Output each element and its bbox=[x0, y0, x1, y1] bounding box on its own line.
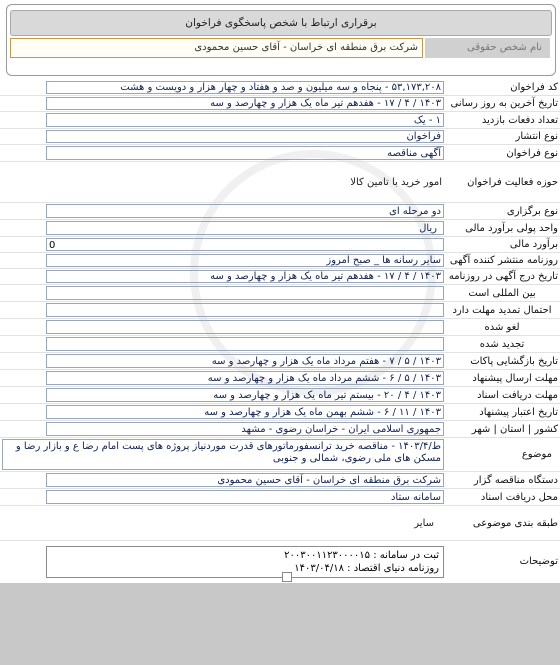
row-call-code bbox=[0, 80, 560, 96]
label-cancelled: لغو شده bbox=[484, 321, 520, 333]
contact-header: برقراری ارتباط با شخص پاسخگوی فراخوان bbox=[10, 10, 552, 36]
contact-row bbox=[10, 38, 550, 58]
value-organizer: شرکت برق منطقه ای خراسان - آقای حسین محمودی bbox=[46, 473, 444, 487]
value-cancelled bbox=[46, 320, 444, 334]
value-location: جمهوری اسلامی ایران - خراسان رضوی - مشهد bbox=[46, 422, 444, 436]
label-publish-date: تاریخ درج آگهی در روزنامه bbox=[448, 271, 558, 282]
label-holding-type: نوع برگزاری bbox=[506, 205, 558, 217]
row-international bbox=[0, 285, 560, 302]
label-visits: تعداد دفعات بازدید bbox=[481, 114, 558, 126]
row-visits bbox=[0, 112, 560, 129]
value-category: سایر bbox=[414, 517, 434, 529]
row-estimate bbox=[0, 237, 560, 253]
label-organizer: دستگاه مناقصه گزار bbox=[473, 474, 558, 486]
row-category bbox=[0, 506, 560, 541]
value-opening-date: ۱۴۰۳ / ۵ / ۷ - هفتم مرداد ماه یک هزار و چهارصد و سه bbox=[46, 354, 444, 368]
description-box bbox=[46, 546, 444, 578]
row-holding-type bbox=[0, 203, 560, 220]
row-docs-place bbox=[0, 489, 560, 506]
label-description: توضیحات bbox=[519, 555, 558, 567]
value-subject: ط/۱۴۰۳/۴ - مناقصه خرید ترانسفورماتورهای قدرت موردنیاز پروژه های پست امام رضا ع و بازار رضا و مسکن های ملی رضوی، شمالی و جنوبی bbox=[2, 439, 444, 470]
row-submit-deadline bbox=[0, 370, 560, 387]
label-currency: واحد پولی برآورد مالی bbox=[465, 222, 558, 234]
value-renewed bbox=[46, 337, 444, 351]
value-publish-type: فراخوان bbox=[46, 130, 444, 143]
row-location bbox=[0, 421, 560, 438]
description-marker bbox=[282, 572, 292, 582]
label-category: طبقه بندی موضوعی bbox=[472, 517, 558, 529]
row-docs-deadline bbox=[0, 387, 560, 404]
row-description bbox=[0, 541, 560, 581]
row-activity-field bbox=[0, 162, 560, 203]
row-extension bbox=[0, 302, 560, 319]
row-currency bbox=[0, 220, 560, 237]
row-newspaper bbox=[0, 253, 560, 269]
label-opening-date: تاریخ بازگشایی پاکات bbox=[470, 355, 558, 367]
row-subject bbox=[0, 438, 560, 472]
description-line-1: ثبت در سامانه : ۲۰۰۳۰۰۱۱۲۳۰۰۰۰۱۵ bbox=[284, 550, 439, 561]
row-opening-date bbox=[0, 353, 560, 370]
contact-label: نام شخص حقوقی bbox=[425, 38, 550, 58]
value-newspaper: سایر رسانه ها _ صبح امروز bbox=[46, 254, 444, 267]
row-organizer bbox=[0, 472, 560, 489]
value-extension bbox=[46, 303, 444, 317]
value-holding-type: دو مرحله ای bbox=[46, 204, 444, 218]
value-last-update: ۱۴۰۳ / ۴ / ۱۷ - هفدهم تیر ماه یک هزار و چهارصد و سه bbox=[46, 97, 444, 110]
label-call-code: کد فراخوان bbox=[510, 82, 558, 93]
label-submit-deadline: مهلت ارسال پیشنهاد bbox=[472, 372, 558, 384]
value-docs-deadline: ۱۴۰۳ / ۴ / ۲۰ - بیستم تیر ماه یک هزار و چهارصد و سه bbox=[46, 388, 444, 402]
contact-value[interactable]: شرکت برق منطقه ای خراسان - آقای حسین محمودی bbox=[10, 38, 423, 58]
label-last-update: تاریخ آخرین به روز رسانی bbox=[450, 98, 558, 109]
row-cancelled bbox=[0, 319, 560, 336]
label-docs-deadline: مهلت دریافت اسناد bbox=[477, 389, 558, 401]
value-estimate: 0 bbox=[49, 240, 56, 251]
value-validity-date: ۱۴۰۳ / ۱۱ / ۶ - ششم بهمن ماه یک هزار و چهارصد و سه bbox=[46, 405, 444, 419]
label-activity-field: حوزه فعالیت فراخوان bbox=[467, 176, 558, 188]
value-visits: ۱ - یک bbox=[46, 113, 444, 127]
value-international bbox=[46, 286, 444, 300]
value-estimate-box bbox=[46, 238, 444, 251]
label-estimate: برآورد مالی bbox=[509, 239, 558, 250]
label-subject: موضوع bbox=[521, 449, 552, 460]
value-call-type: آگهی مناقصه bbox=[46, 146, 444, 160]
row-last-update bbox=[0, 96, 560, 112]
label-newspaper: روزنامه منتشر کننده آگهی bbox=[449, 255, 558, 266]
label-location: کشور | استان | شهر bbox=[471, 423, 558, 435]
label-call-type: نوع فراخوان bbox=[506, 147, 558, 159]
contact-box bbox=[6, 4, 556, 76]
description-line-2: روزنامه دنیای اقتصاد : ۱۴۰۳/۰۴/۱۸ bbox=[294, 563, 439, 574]
row-validity-date bbox=[0, 404, 560, 421]
label-renewed: تجدید شده bbox=[479, 338, 525, 350]
row-publish-type bbox=[0, 129, 560, 145]
row-renewed bbox=[0, 336, 560, 353]
row-call-type bbox=[0, 145, 560, 162]
value-submit-deadline: ۱۴۰۳ / ۵ / ۶ - ششم مرداد ماه یک هزار و چهارصد و سه bbox=[46, 371, 444, 385]
label-validity-date: تاریخ اعتبار پیشنهاد bbox=[479, 406, 558, 418]
label-extension: احتمال تمدید مهلت دارد bbox=[452, 304, 552, 316]
value-publish-date: ۱۴۰۳ / ۴ / ۱۷ - هفدهم تیر ماه یک هزار و چهارصد و سه bbox=[46, 270, 444, 283]
row-publish-date bbox=[0, 269, 560, 285]
label-docs-place: محل دریافت اسناد bbox=[480, 491, 558, 503]
value-docs-place: سامانه ستاد bbox=[46, 490, 444, 504]
label-publish-type: نوع انتشار bbox=[515, 131, 558, 142]
value-call-code: ۵۳,۱۷۳,۲۰۸ - پنجاه و سه میلیون و صد و هفتاد و چهار هزار و دویست و هشت bbox=[46, 81, 444, 94]
value-activity-field: امور خرید با تامین کالا bbox=[350, 176, 442, 188]
label-international: بین المللی است bbox=[468, 287, 536, 299]
value-currency: ریال bbox=[46, 221, 444, 235]
